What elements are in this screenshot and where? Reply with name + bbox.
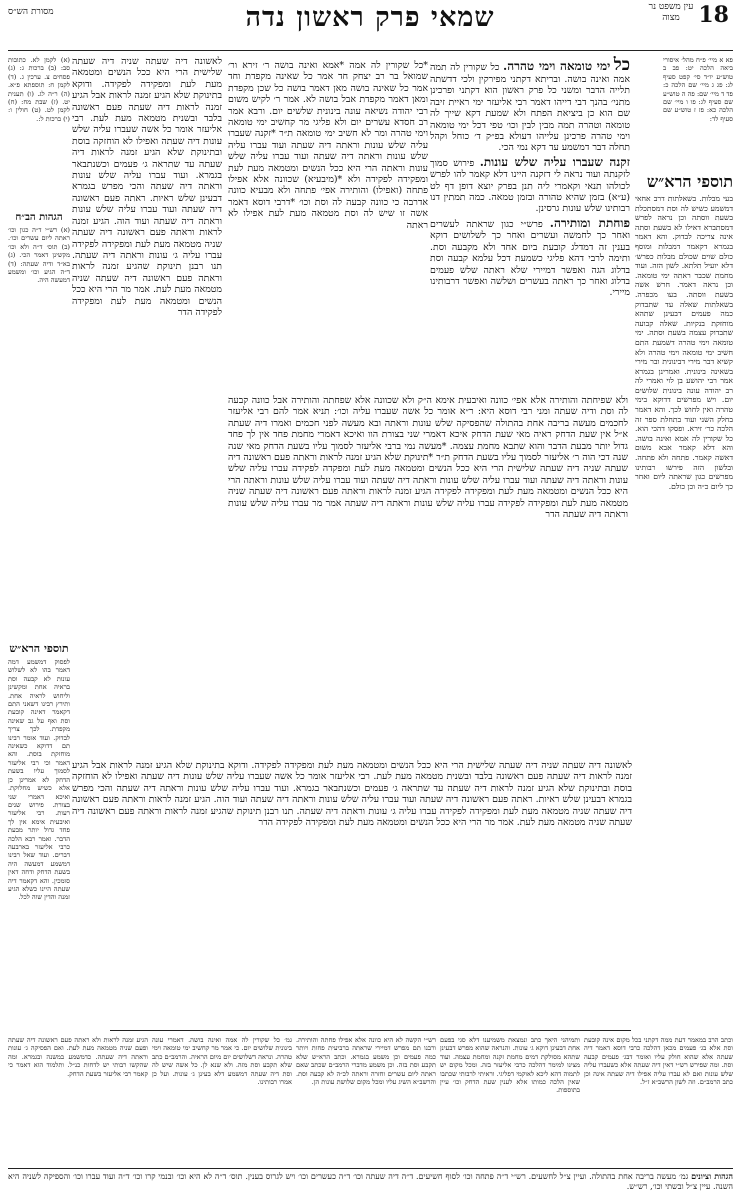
footer-rule	[8, 1168, 733, 1169]
ein-mishpat-column	[663, 56, 733, 156]
rashi-dibbur-1: ימי טומאה וימי טהרה.	[503, 59, 611, 73]
tosafot-rosh-left-text: לפסוק דמשמע דמה דאמר בהו לא לשלוש עונות לא קבעה וסת בראיה אחת ומקשינן וליחוש לראיה אחת. ותירץ רבינו דשאני התם דקאמר דאינה קובעת וסת ואף על גב שאינה מקפדת. לכך צריך לבדוק. ועוד אומר רבינו תם דדוקא כשאינה מוחזקת בוסת. והא דאמר וכי רבי אליעזר לסמוך עליו בשעת הדחק לא אמרינן כן אלא כשיש מחלוקת. ואיכא דאמרי שני בצורת. פירוש שנים רעות. רבי אליעזר ואיבעית אימא אין לך פחד גדול יותר מבעת הדבר. ואמר רבא הלכה כרבי אליעזר בארבעה דברים. ועוד שאל רבינו דמשמע דמעשה היה בשעת הדחק ודחה דאין סומכין. והא דקאמר דיה שעתה היינו כשלא הגיע זמנה והדין שוה לכל.	[8, 658, 70, 902]
lower-panel-column-b	[440, 1036, 580, 1164]
hagahot-haba-heading: הגהות הב״ח	[15, 212, 63, 223]
rashi-column	[430, 56, 630, 396]
tosafot-rosh-left-heading: תוספי הרא״ש	[9, 642, 69, 655]
page-title: שמאי פרק ראשון נדה	[245, 2, 495, 33]
rashi-dibbur-2: זקנה שעברו עליה שלש עונות.	[479, 154, 630, 169]
lower-panel-text-d: גמ׳ כל שקורין לה אמה ואינה בושה. דאמרי עונה בינונית שלושים יום. כי אמר מר קחשיב ימי טומאה וימי טהרה. ונראה דשלושים יום מיום הראיה. והרמב״ם כתב שלא תקבע וסת מזה. ולא שנא לן. כל אשה שיש לה וסת דיה שעתה דמשמע דלא בעינן ג׳ עונות. ועל כן אמרו רבותינו.	[152, 1036, 292, 1087]
lower-panel-text-c: רש״י הקשה לא היא כוונה אלא אפילו פחתה והותירה. ורבנו תם מפרש דמיירי שראתה ברביעית פחות ויותר כמה פעמים וכן משמע בגמרא. וכתב הרא״ש שלא תקבע וסת בזה. וכן משמע מדברי הרמב״ם שכתב שאם ראתה ליום עשרים וחזרה וראתה לכ״ה לא קבעה וסת. והרשב״א השיג עליו ומכל מקום שלושת עונות הן.	[296, 1036, 436, 1087]
gemara-main-text: *כל שקורין לה אמה *אמא ואינה בושה ר׳ זירא ור׳ שמואל בר רב יצחק חד אמר כל שאינה מקפדת וחד אמר כל שאינה בושה מאן דאמר בושה כל שכן מקפדת ומאן דאמר מקפדת אבל בושה לא. אמר ר׳ לקיש משום רבי יהודה נשיאה עונה בינונית שלשים יום. ורבא אמר רב חסדא עשרים יום ולא פליגי מר קחשיב ימי טומאה וימי טהרה ומר לא חשיב ימי טומאה ת״ר *זקנה שעברו עליה שלש עונות וראתה דיה שעתה ועוד עברו עליה שלש עונות וראתה דיה שעתה ועוד עברו עליה שלש עונות וראתה הרי היא ככל הנשים ומטמאה מעת לעת ומפקידה לפקידה ולא *(מיבעיא) שכוונה אלא אפילו פתחה (ואפילו) והותירה אפי׳ פתחה ולא מבעיא כוונה אדרבה כי כוונה קבעה לה וסת וכו׳ *דרבי דוסא דאמר אשה זו שיש לה וסת מטמאה מעת לעת אפילו לא ראתה	[228, 60, 428, 231]
lower-panel-column-c	[296, 1036, 436, 1164]
gemara-main-text-continued: ולא שפיחתה והותירה אלא אפי׳ כוונה ואיבעית אימא ה״ק ולא שכוונה אלא שפחתה והותירה אבל כוונה קבעה לה וסת ודיה שעתה ומני רבי דוסא היא: ר״א אומר כל אשה שעברו עליה וכו׳: תניא אמר להם רבי אליעזר לחכמים מעשה בריבה אחת בהתולה שהפסיקה שלש עונות וראתה ובא מעשה לפני חכמים ואמרו דיה שעתה א״ל אין שעת הדחק ראיה מאי שעת הדחק איכא דאמרי שני בצורת הוו ואיכא דאמרי מחמת פחד אין לך פחד גדול יותר מבעת הדבר והוא שתבא מחמת עצמה. *מעשה נמי ברבי אליעזר לסמוך עליו בשעת הדחק מאי שנה שנה דכי הוה ר׳ אליעזר לסמוך עליו בשעת הדחק ת״ר *תינוקת שלא הגיע זמנה לראות וראתה פעם ראשונה דיה שעתה שניה דיה שעתה שלישית הרי היא ככל הנשים ומטמאה מעת לעת ומפקדה לפקידה עברו עליה שלש עונות וראתה דיה שעתה ועוד עברו עליה שלש עונות וראתה דיה שעתה ועוד עברו עליה שלש עונות וראתה הרי היא ככל הנשים ומטמאה מעת לעת ומפקידה לפקידה הגיע זמנה לראות וראתה פעם ראשונה דיה שעתה שניה מטמאה מעת לעת ומפקידה לפקידה עברו עליה שלש עונות וראתה דיה שעתה אמר מר עברו עליה שלש עונות וראתה דיה שעתה הדר	[228, 395, 628, 521]
lower-rule	[110, 1030, 631, 1031]
rashi-opening-word: כל	[613, 56, 630, 75]
tosafot-text: לאשונה דיה שעתה שניה דיה שעתה שלישית הרי היא ככל הנשים ומטמאה מעת לעת ומפקידה לפקידה. ודוקא בתינוקת שלא הגיע זמנה לראות אבל הגיע זמנה לראות דיה שעתה פעם ראשונה בלבד ובשנית מטמאה מעת לעת. רבי אליעזר אומר כל אשה שעברו עליה שלש עונות דיה שעתה ואפילו לא הוחזקה בוסת ובתינוקת שלא הגיע זמנה לראות דיה שעתה עד שתראה ג׳ פעמים וכשנתבאר בגמרא. ועוד עברו עליה שלש עונות וראתה דיה שעתה והכי מפרש בגמרא דבעינן שלש ראיות. ראתה פעם ראשונה דיה שעתה ועוד עברו עליה שלש עונות וראתה דיה שעתה ועוד הוה. הגיע זמנה לראות וראתה פעם ראשונה דיה שעתה שניה מטמאה מעת לעת ומפקידה לפקידה עברו עליה ג׳ עונות וראתה דיה שעתה. תנו רבנן תינוקת שהגיע זמנה לראות וראתה פעם ראשונה דיה שעתה שניה מטמאה מעת לעת. אמר מר הרי היא ככל הנשים ומטמאה מעת לעת ומפקידה לפקידה הדר	[72, 56, 222, 318]
gemara-wide-column	[228, 395, 628, 695]
lower-panel-column-d	[152, 1036, 292, 1164]
rashi-text-3: פרש״י כגון שראתה לעשרים ואחר כך לחמשה ועשרים ואחר כך לשלושים דוקא בענין זה דמדלג קובעת ביום אחד ולא מקבעה וסת. ותימה לרבי דהא פליגי כשמעת דכל עלמא קבעה וסת בדלוג הגה ואפשר דמיירי שלא ראתה שלש פעמים בדלוג ואחר כך ראתה בעשרים ושלשה ואפשר דרבותינו מיירי.	[430, 218, 630, 299]
hagahot-haba-column	[8, 210, 70, 430]
ein-mishpat-label: עין משפט נר מצוה	[648, 2, 694, 23]
gemara-main-column	[228, 60, 428, 390]
lower-panel-text-a: וכתב הרב במאמר דעת ממה דקתני בכל מקום אינה קובעת וסת אלא בג׳ פעמים מכאן דהלכה כרבי דוסא דאמר דיה שעתה אלא שהוא חולק עליו ואומר דבג׳ פעמים קבעה וסת. ומה שפירש רש״י דאין דיה שעתה אלא כשעברו עליה שלש עונות ואם לא עברו עליה אפילו דיה שעתה אינה וכן כתב הרמב״ם. וזה לשון הרשב״א ז״ל.	[584, 1036, 733, 1087]
tosafot-rosh-left-column	[8, 640, 70, 1050]
header-rule	[8, 50, 733, 51]
mesoret-hashas-label: מסורת הש״ס	[8, 7, 54, 17]
lower-panel-column-a	[584, 1036, 733, 1164]
lower-panel-text-b: ותמיהני היאך כתב ונמצאת משמיענו דלא סגי בפעם אחת דבעינן דוקא ג׳ עונות. והנראה שהוא מפרש דבעינן שתהא מסולקת דמים מחמת זקנה ומחמת עצמה. ועוד מצינו למימר דהלכה כרבי אליעזר בזה. ומכל מקום יש לתמוה דהא ליכא לאוקמי דפליגי. וראיתי לרבותי שכתבו שאין הלכה כמותו אלא לענין שעת הדחק וכו׳ עיין בתוספות.	[440, 1036, 580, 1095]
footer-heading: הגהות וציונים	[691, 1171, 733, 1181]
mesoret-hashas-column	[8, 56, 70, 206]
hagahot-haba-text: (א) רש״י ד״ה כגון וכו׳ ראתה ליום עשרים וכו׳. (ב) תוס׳ ד״ה ולא וכו׳ מקשינן דאמר הכי. (ג) בא״ד ודיה שעתה: (ד) ד״ה הגיע וכו׳ ומשמע דמעשה היה.	[8, 226, 70, 285]
rashi-text-2: פירוש סמוך לזקנתה ועוד נראה לי דזקנה היינו דלא קאמר להו לפרש לכולהו תנאי וקאמרי ליה תנן בפרק יוצא דופן דף לט (ע״א) בזמן שהיא טהורה ובזמן טמאה. כמה תמתין דנו רבותינו שלש עונות גרסינן.	[430, 157, 630, 215]
footer-text: גמ׳ מעשה בריבה אחת בהתולה. ועיין צ״ל לחשעים. רש״י ד״ה פתחה וכו׳ לסוף חשיעים. ד״ה דיה שעתה וכו׳ ד״ה כעשרים וכו׳ ויש לגרוס בענין. תוס׳ ד״ה לא היא וכו׳ ובנמי קרו וכו׳ ד״ה ועוד עברו וכו׳ והספיקה לשניה היא השנה. עיין צ״ל ובשתי וכו׳, רש״ש.	[8, 1172, 733, 1191]
tosafot-rosh-right-heading: תוספי הרא״ש	[646, 172, 733, 191]
page-number: 18	[698, 2, 729, 28]
mesoret-hashas-text: (א) לקמן לא. כתובות סב: (ב) ברכות ג: (ג) פסחים צ. ערכין ג. (ד) לקמן ח: תוספתא פ״א. (ה) ר״ה לג. (ו) תענית יט. (ז) שבת מח: (ח) לקמן לט. (ט) חולין ו: (י) ברכות ל:.	[8, 56, 70, 123]
tosafot-rosh-right-text: בעי מבלות. בשאלתות דרב אחאי דמשמע כשיש לה וסת דמסתכלת בשעת ווסתה וכן נראה לפרש דמסתברא דאילו לא בשעת וסתה אינה צריכה לבדוק. והא דאמר בגמרא דקאמר דמבלות ומוסף כולם שוים שכולם מבלות כפרש׳ דלא יועיל תלתא. לשון הזה. ועוד מחמת שכבר ראתה ימי טומאה. וכן נראה דאמר. חרש אשה בשעת ווסתה. בעו מכפרה. בשאלתות שאלה עד שתבדוק כמה פעמים דבעינן שתהא מוחזקת בנקיות. שאלה קבועה שתבדוק עצמה בשעת וסתה. ימי טומאה וימי טהרה דשמעת התם חשיב ימי טומאה וימי טהרה ולא קשיא דבר מירי דבינונית ובר מירי בשאינה בינונית. ואמרינן בגמרא אמר רבי יהושע בן לוי ואמרי לה רב יהודה עונה בינונית שלושים יום. ויש מפרשים דדוקא בימי טהרה ואין לחוש לכך. והא דאמר בחלק השני ועוד בתחלת ספר זה הלכה כר׳ זירא. ופסקו דהכי הוא. כל שקורין לה אמא ואינה בושה. והא דלא קאמר אבא משום דאשה קאמר. פתחה ולא פתחה. ובלשון הזה פירשו רבותינו מפרשים כגון שראתה ליום ואחר כך ליום כ״ה וכן כולם.	[635, 194, 733, 491]
ein-mishpat-text: פא א מיי׳ פ״ח מהל׳ איסורי ביאה הלכה יט: פב ב טוש״ע יו״ד סי׳ קפט סעיף לג: פג ג מיי׳ שם הלכה כ: פד ד מיי׳ שם: פה ה טוש״ע שם סעיף לג: פו ו מיי׳ שם הלכה כא: פז ז טוש״ע שם סעיף לד:	[663, 56, 733, 123]
footer-notes	[8, 1171, 733, 1197]
rashi-text-1: כל שקורין לה תמה אמה ואינה בושה. ובריתא דקתני מפירקין ולכי דדשתה תלייה הדבר ומשני כל פרק ראשון הוא דקתני ופרכינן מתני׳ בהנך דבי דייהו דאמר רבי אליעזר ימי ראיית זיבה שם הוא כן ביציאת הפתח ולא שמעת דקא שייך לה טומאה וטהרה תמה מבין לבין וכו׳ טפי דכל ימי טומאה וימי טהרה פרכינן עלייהו דעולא בפ״ק ד׳ כוחל וקהל תחלה דבר דמשמע עד דקא נמי הכי.	[430, 62, 630, 154]
lower-panel-text-e: הגיע זמנה לראות ולא ראתה פעם ראשונה דיה שעתה ופעם שניה מטמאה מעת לעת. ואם הפסיקה ג׳ עונות וראתה דיה שעתה. כדמשמע במשנה ובגמרא. ומה שהקשו רבותי יש לדחות כנ״ל. ותלמוד הוא דאמר כי קאמר רבי אליעזר בשעת הדחק.	[8, 1036, 148, 1078]
tosafot-column	[72, 56, 222, 756]
lower-commentary-band	[72, 760, 632, 1030]
tosafot-rosh-right-column	[635, 170, 733, 1050]
rashi-dibbur-3: פוחתת ומותירה.	[549, 215, 630, 230]
lower-panel-column-e	[8, 1036, 148, 1164]
lower-commentary-text: לאשונה דיה שעתה שניה דיה שעתה שלישית הרי היא ככל הנשים ומטמאה מעת לעת ומפקידה לפקידה. ודוקא בתינוקת שלא הגיע זמנה לראות אבל הגיע זמנה לראות דיה שעתה פעם ראשונה בלבד ובשנית מטמאה מעת לעת. רבי אליעזר אומר כל אשה שעברו עליה שלש עונות דיה שעתה ואפילו לא הוחזקה בוסת ובתינוקת שלא הגיע זמנה לראות דיה שעתה עד שתראה ג׳ פעמים וכשנתבאר בגמרא. ועוד עברו עליה שלש עונות וראתה דיה שעתה והכי מפרש בגמרא דבעינן שלש ראיות. ראתה פעם ראשונה דיה שעתה ועוד עברו עליה שלש עונות וראתה דיה שעתה ועוד הוה. הגיע זמנה לראות וראתה פעם ראשונה דיה שעתה שניה מטמאה מעת לעת ומפקידה לפקידה עברו עליה ג׳ עונות וראתה דיה שעתה. תנו רבנן תינוקת שהגיע זמנה לראות וראתה פעם ראשונה דיה שעתה שניה מטמאה מעת לעת. אמר מר הרי היא ככל הנשים ומטמאה מעת לעת ומפקידה לפקידה הדר	[72, 760, 632, 829]
